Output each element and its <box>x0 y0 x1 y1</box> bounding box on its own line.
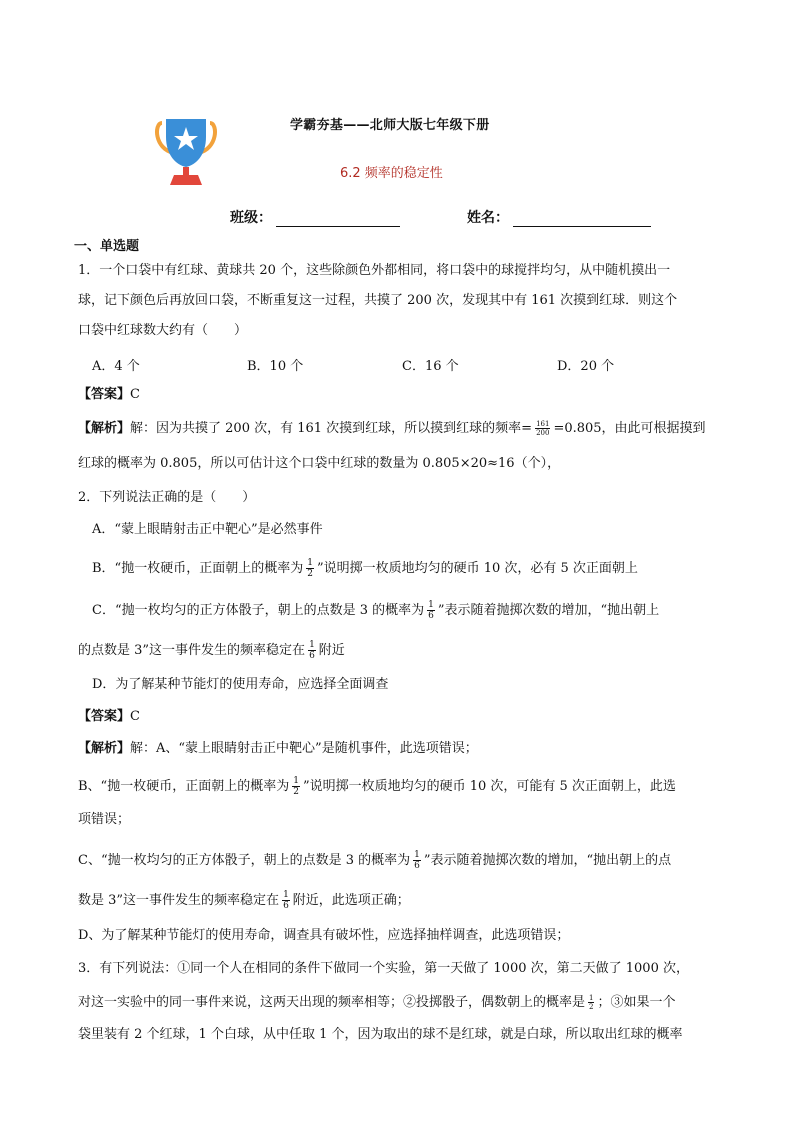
q2-analysis-d: D、为了解某种节能灯的使用寿命，调查具有破坏性，应选择抽样调查，此选项错误； <box>78 928 570 943</box>
q1-analysis-line-2: 红球的概率为 0.805，所以可估计这个口袋中红球的数量为 0.805×20≈16（个）， <box>78 456 561 471</box>
q2-analysis-a: 【解析】解：A、“蒙上眼睛射击正中靶心”是随机事件，此选项错误； <box>78 741 478 756</box>
q1-option-b: B．10 个 <box>247 359 304 374</box>
fraction-half: $\frac{1}{2}$ <box>293 776 299 797</box>
q2-analysis-b-line-2: 项错误； <box>78 812 131 827</box>
q1-line-1: 1．一个口袋中有红球、黄球共 20 个，这些除颜色外都相同，将口袋中的球搅拌均匀，从中随机摸出一 <box>78 263 671 278</box>
q1-line-2: 球，记下颜色后再放回口袋，不断重复这一过程，共摸了 200 次，发现其中有 161 次摸到红球．则这个 <box>78 293 678 308</box>
name-label: 姓名： <box>467 210 509 226</box>
q2-option-b: B．“抛一枚硬币，正面朝上的概率为 $\frac{1}{2}$ ”说明掷一枚质地均匀的硬币 10 次，必有 5 次正面朝上 <box>92 558 638 579</box>
analysis-text: =0.805，由此可根据摸到 <box>553 421 706 436</box>
q1-option-c: C．16 个 <box>402 359 459 374</box>
name-blank <box>513 212 651 227</box>
q3-line-3: 袋里装有 2 个红球，1 个白球，从中任取 1 个，因为取出的球不是红球，就是白球，所以取出红球的概率 <box>78 1027 683 1042</box>
fraction-sixth: $\frac{1}{6}$ <box>309 640 315 661</box>
class-blank <box>276 212 400 227</box>
class-label: 班级： <box>230 210 272 226</box>
q2-analysis-b: B、“抛一枚硬币，正面朝上的概率为 $\frac{1}{2}$ ”说明掷一枚质地均匀的硬币 10 次，可能有 5 次正面朝上，此选 <box>78 776 676 797</box>
answer-tag: 【答案】 <box>78 387 131 402</box>
document-subtitle: 6.2 频率的稳定性 <box>340 166 443 181</box>
q1-option-d: D．20 个 <box>557 359 615 374</box>
q3-line-1: 3．有下列说法：①同一个人在相同的条件下做同一个实验，第一天做了 1000 次，第二天做了 1000 次， <box>78 961 689 976</box>
answer-value: C <box>130 387 140 402</box>
q1-option-a: A．4 个 <box>92 359 140 374</box>
q3-line-2: 对这一实验中的同一事件来说，这两天出现的频率相等；②投掷骰子，偶数朝上的概率是 $\frac{1}{2}$ ；③如果一个 <box>78 994 676 1011</box>
q1-answer <box>78 387 140 403</box>
q1-line-3: 口袋中红球数大约有（ ） <box>78 323 248 338</box>
trophy-icon <box>154 115 218 187</box>
answer-tag: 【答案】 <box>78 709 131 724</box>
fraction-sixth: $\frac{1}{6}$ <box>414 850 420 871</box>
q2-option-c: C．“抛一枚均匀的正方体骰子，朝上的点数是 3 的概率为 $\frac{1}{6}$ ”表示随着抛掷次数的增加，“抛出朝上 <box>92 600 660 621</box>
fraction-sixth: $\frac{1}{6}$ <box>428 600 434 621</box>
name-field <box>467 207 651 227</box>
q2-option-a: A．“蒙上眼睛射击正中靶心”是必然事件 <box>92 522 323 537</box>
section-title: 一、单选题 <box>74 239 140 254</box>
fraction-sixth: $\frac{1}{6}$ <box>283 890 289 911</box>
q2-stem: 2．下列说法正确的是（ ） <box>78 490 256 505</box>
analysis-text: 解：因为共摸了 200 次，有 161 次摸到红球，所以摸到红球的频率= <box>130 421 533 436</box>
fraction-half: $\frac{1}{2}$ <box>307 558 313 579</box>
q2-option-d: D．为了解某种节能灯的使用寿命，应选择全面调查 <box>92 677 389 692</box>
fraction-161-200: $\frac{161}{200}$ <box>536 420 550 437</box>
analysis-tag: 【解析】 <box>78 421 131 436</box>
q2-answer <box>78 709 140 725</box>
q2-analysis-c: C、“抛一枚均匀的正方体骰子，朝上的点数是 3 的概率为 $\frac{1}{6}$ ”表示随着抛掷次数的增加，“抛出朝上的点 <box>78 850 672 871</box>
analysis-tag: 【解析】 <box>78 741 131 756</box>
q2-option-c-line-2: 的点数是 3”这一事件发生的频率稳定在 $\frac{1}{6}$ 附近 <box>78 640 345 661</box>
document-title: 学霸夯基——北师大版七年级下册 <box>290 118 490 133</box>
fraction-half: $\frac{1}{2}$ <box>589 994 594 1011</box>
answer-value: C <box>130 709 140 724</box>
class-field <box>230 207 400 227</box>
q1-analysis-line-1 <box>78 420 706 437</box>
q2-analysis-c-line-2: 数是 3”这一事件发生的频率稳定在 $\frac{1}{6}$ 附近，此选项正确； <box>78 890 410 911</box>
